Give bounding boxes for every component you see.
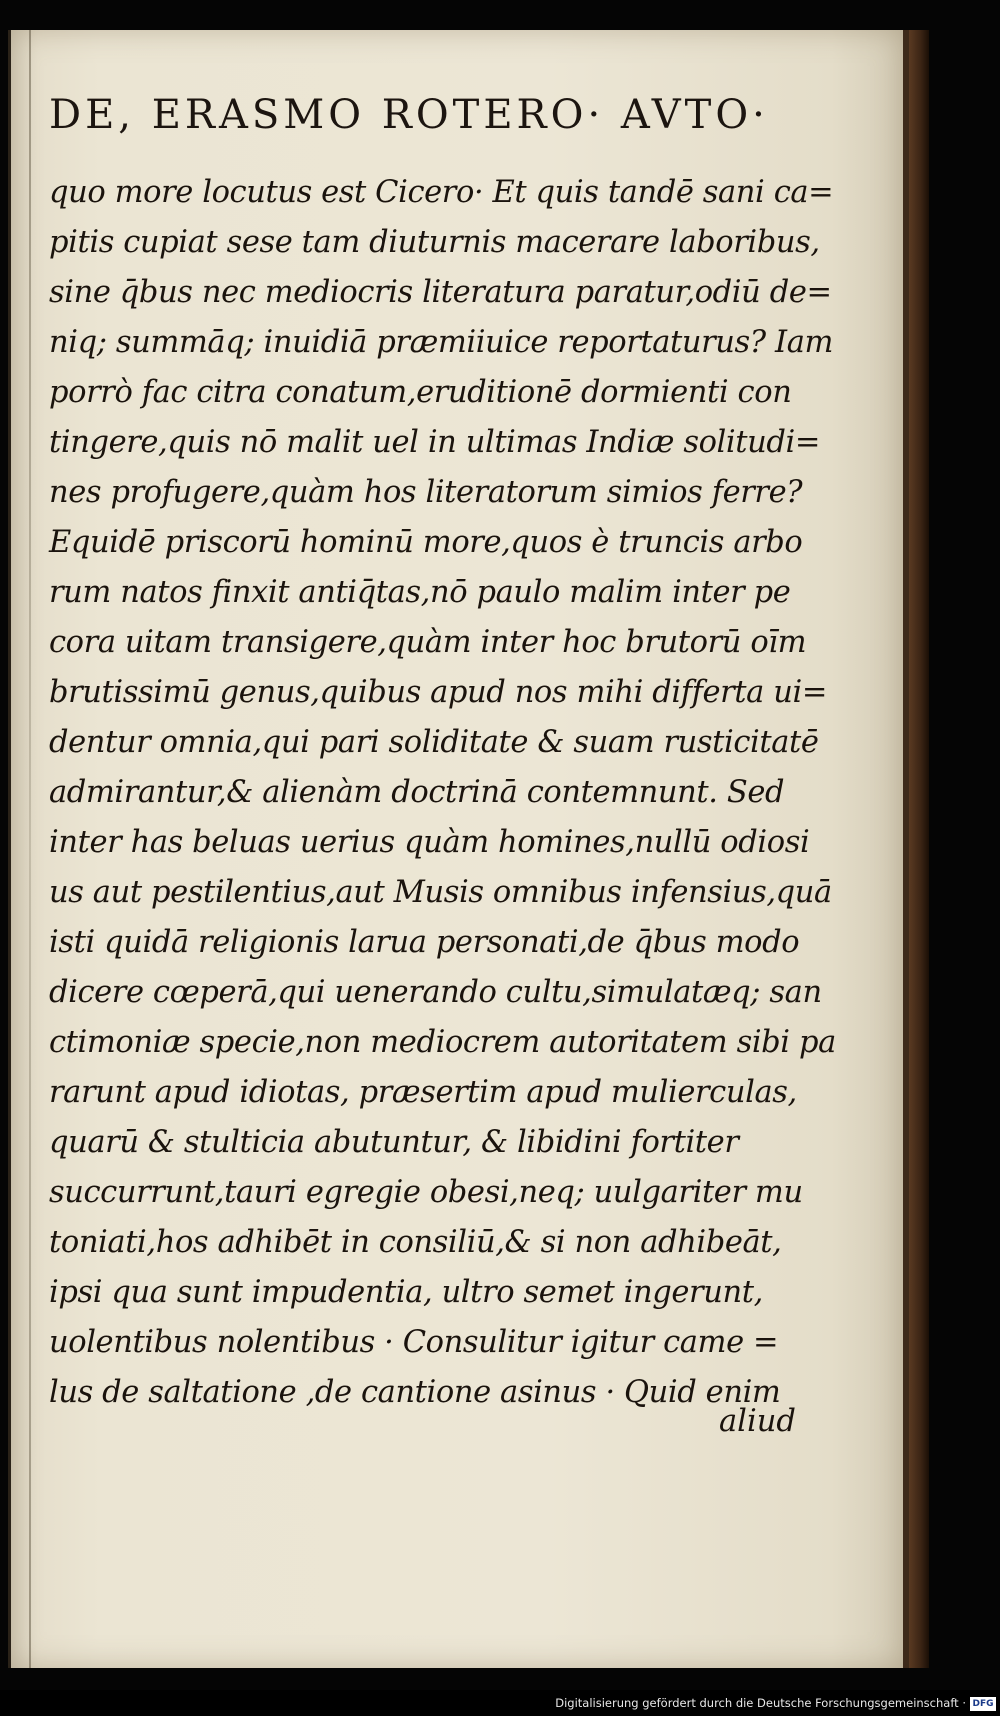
- text-line: lus de saltatione ,de cantione asinus · Quid enim: [49, 1375, 781, 1410]
- text-line: Equidē priscorū hominū more,quos è truncis arbo: [49, 525, 803, 560]
- catchword: aliud: [719, 1404, 796, 1439]
- text-line: pitis cupiat sese tam diuturnis macerare laboribus,: [49, 225, 820, 260]
- text-line: us aut pestilentius,aut Musis omnibus infensius,quā: [49, 875, 832, 910]
- running-head: DE, ERASMO ROTERO· AVTO·: [49, 92, 769, 138]
- text-line: succurrunt,tauri egregie obesi,neq; uulgariter mu: [49, 1175, 803, 1210]
- text-line: niq; summāq; inuidiā præmiiuice reportaturus? Iam: [49, 325, 834, 360]
- text-line: porrò fac citra conatum,eruditionē dormienti con: [49, 375, 792, 410]
- text-line: ctimoniæ specie,non mediocrem autoritatem sibi pa: [49, 1025, 836, 1060]
- gutter-shadow: [29, 30, 31, 1668]
- funding-credit: Digitalisierung gefördert durch die Deutsche Forschungsgemeinschaft ·: [555, 1696, 966, 1710]
- book-edge: [909, 30, 929, 1668]
- text-line: inter has beluas uerius quàm homines,nullū odiosi: [49, 825, 810, 860]
- text-line: quarū & stulticia abutuntur, & libidini fortiter: [49, 1125, 739, 1160]
- text-line: rarunt apud idiotas, præsertim apud mulierculas,: [49, 1075, 797, 1110]
- text-line: ipsi qua sunt impudentia, ultro semet ingerunt,: [49, 1275, 763, 1310]
- text-line: uolentibus nolentibus · Consulitur igitur came =: [49, 1325, 779, 1360]
- text-line: dentur omnia,qui pari soliditate & suam rusticitatē: [49, 725, 819, 760]
- text-block: [49, 168, 836, 1418]
- text-line: admirantur,& alienàm doctrinā contemnunt. Sed: [49, 775, 785, 810]
- dfg-logo-icon: DFG: [970, 1697, 996, 1711]
- text-line: nes profugere,quàm hos literatorum simios ferre?: [49, 475, 803, 510]
- footer-bar: [0, 1690, 1000, 1716]
- text-line: quo more locutus est Cicero· Et quis tandē sani ca=: [49, 175, 834, 210]
- book-page: [8, 30, 909, 1668]
- text-line: dicere cœperā,qui uenerando cultu,simulatæq; san: [49, 975, 822, 1010]
- text-line: rum natos finxit antiq̄tas,nō paulo malim inter pe: [49, 575, 791, 610]
- text-line: brutissimū genus,quibus apud nos mihi differta ui=: [49, 675, 827, 710]
- text-line: sine q̄bus nec mediocris literatura paratur,odiū de=: [49, 275, 832, 310]
- text-line: cora uitam transigere,quàm inter hoc brutorū oīm: [49, 625, 807, 660]
- text-line: isti quidā religionis larua personati,de q̄bus modo: [49, 925, 800, 960]
- text-line: toniati,hos adhibēt in consiliū,& si non adhibeāt,: [49, 1225, 782, 1260]
- text-line: tingere,quis nō malit uel in ultimas Indiæ solitudi=: [49, 425, 820, 460]
